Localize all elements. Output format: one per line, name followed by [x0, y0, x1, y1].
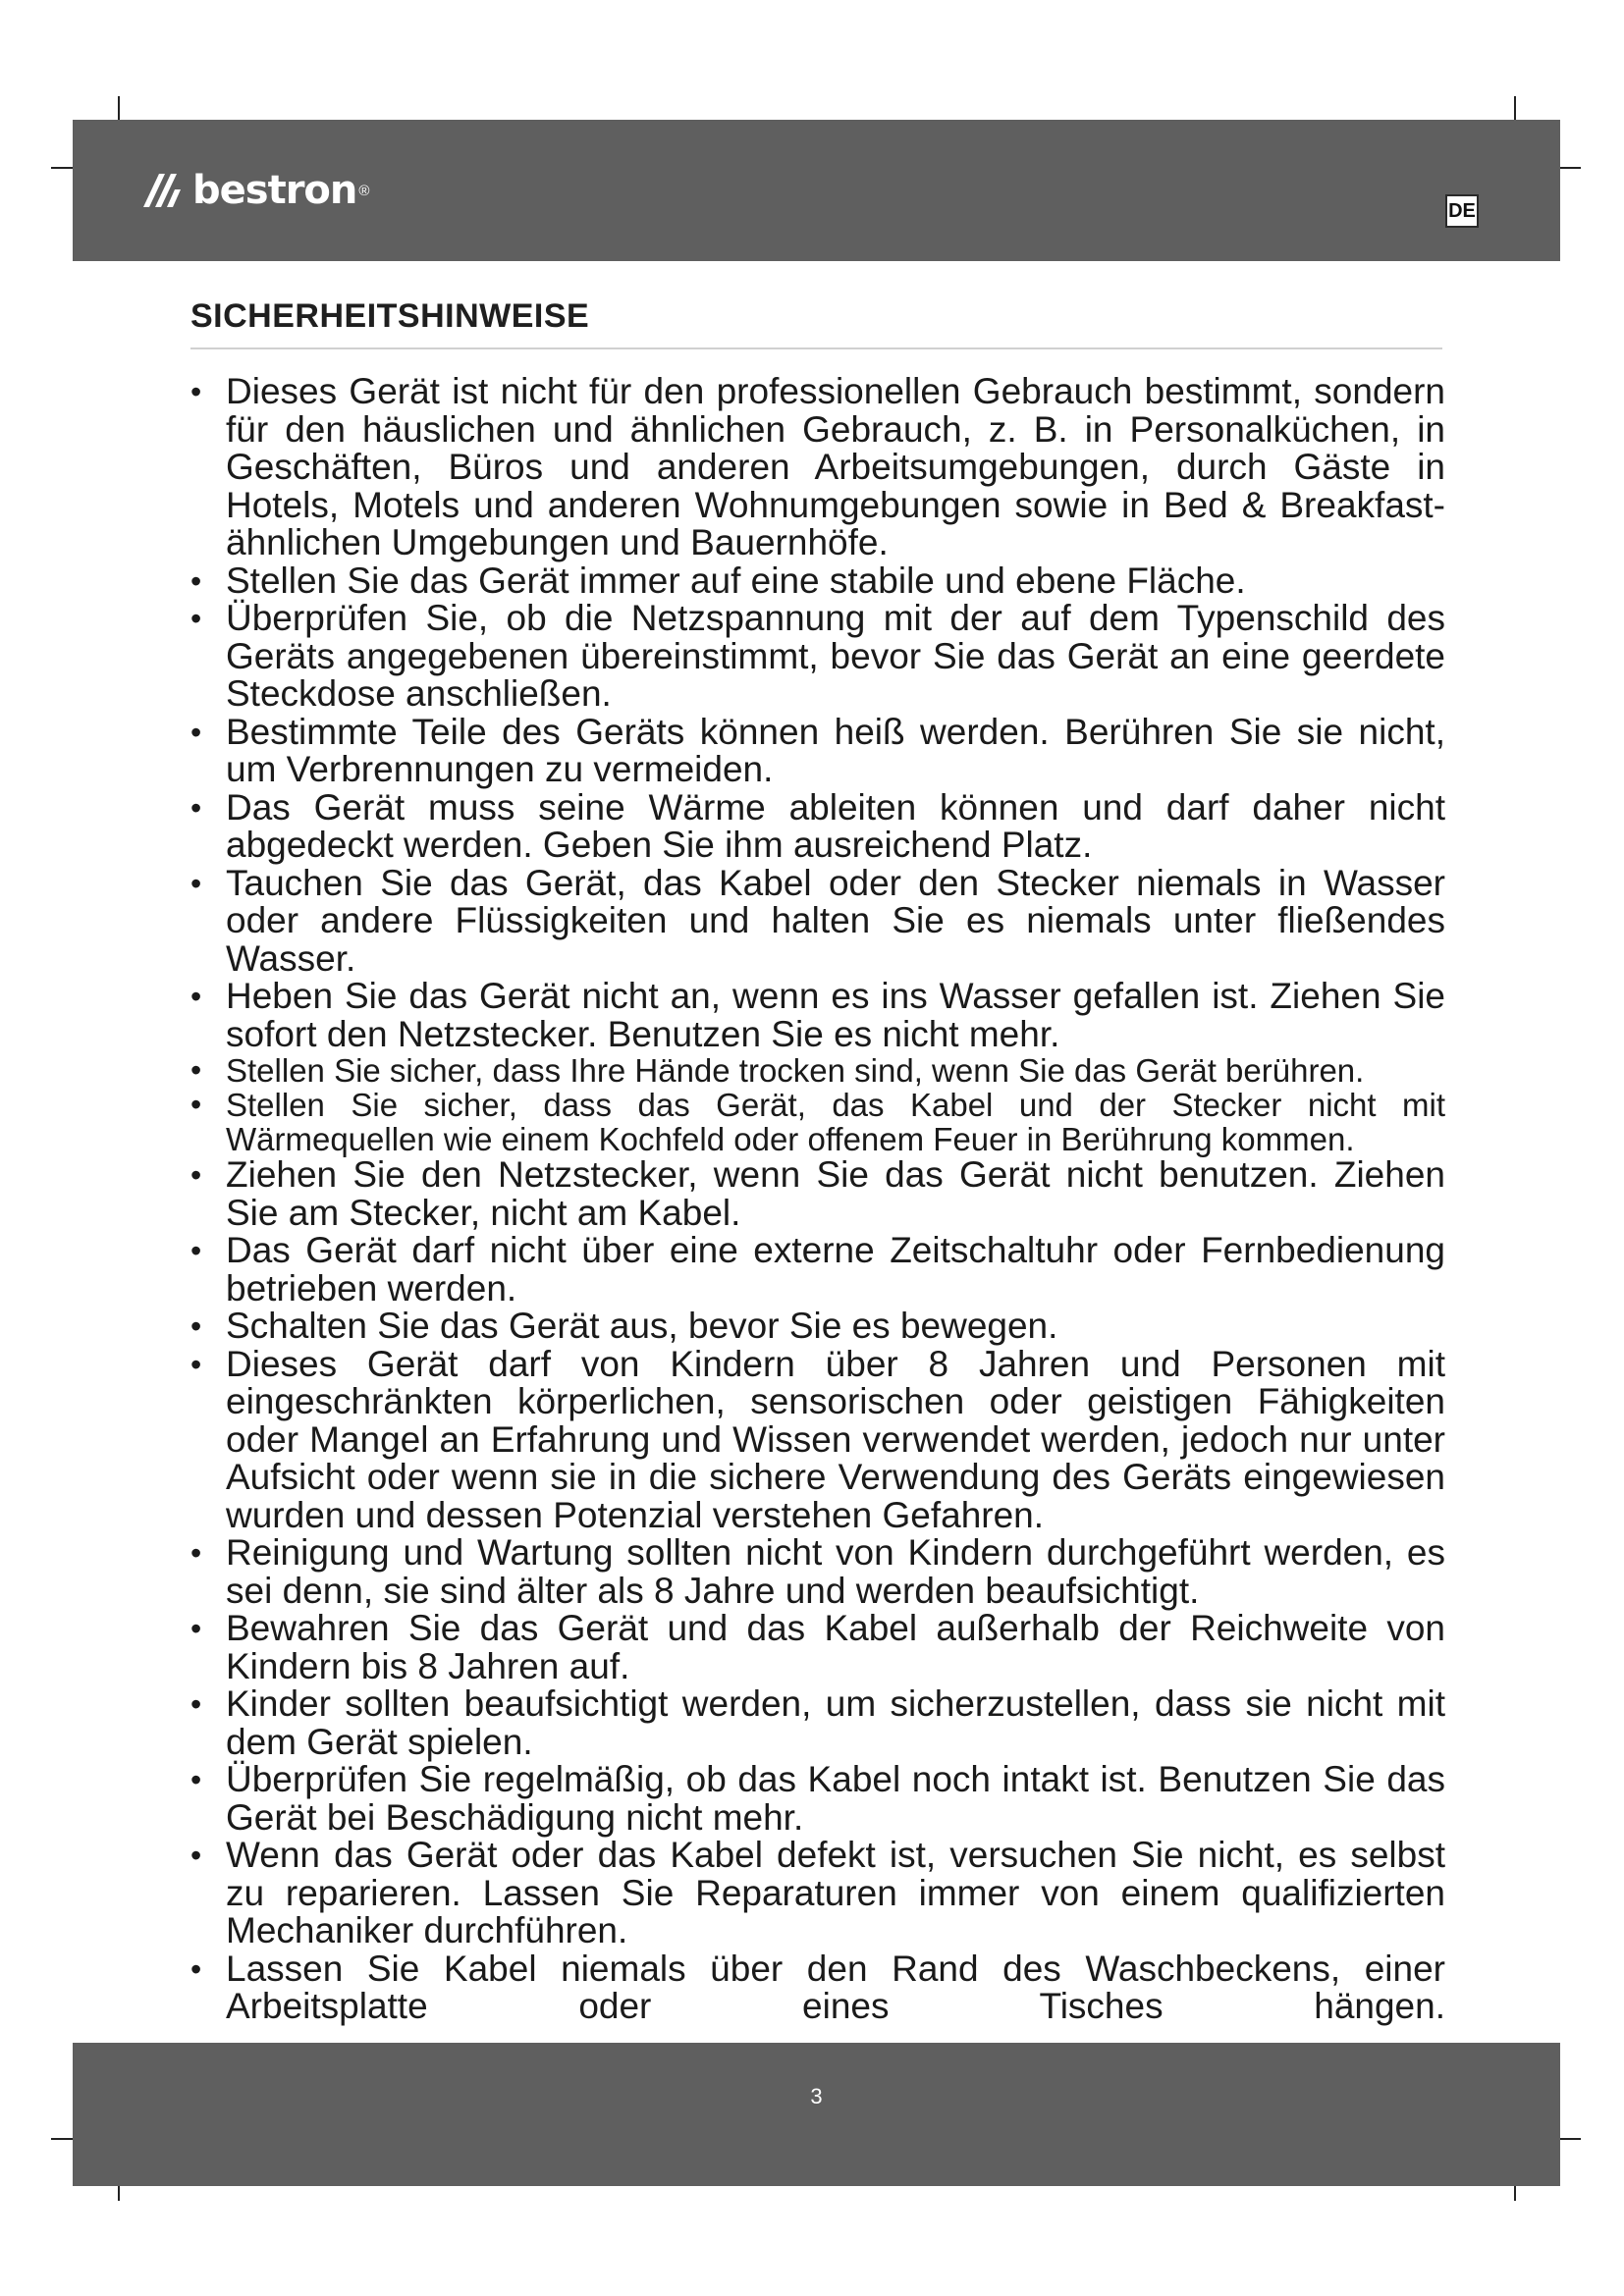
header-bar: [73, 120, 1560, 261]
list-item: [190, 1685, 1445, 1761]
bullet-symbol: •: [190, 865, 202, 901]
list-item: [190, 600, 1445, 714]
list-item-text: Ziehen Sie den Netzstecker, wenn Sie das Gerät nicht benutzen. Ziehen Sie am Stecker, nicht am Kabel.: [226, 1154, 1445, 1233]
list-item: [190, 978, 1445, 1053]
list-item-text: Heben Sie das Gerät nicht an, wenn es ins Wasser gefallen ist. Ziehen Sie sofort den Netzstecker. Benutzen Sie es nicht mehr.: [226, 976, 1445, 1054]
list-item: [190, 1088, 1445, 1156]
bullet-symbol: •: [190, 979, 202, 1014]
list-item: [190, 1761, 1445, 1837]
bullet-symbol: •: [190, 562, 202, 599]
brand-logo: [141, 168, 369, 213]
language-badge: DE: [1445, 194, 1479, 228]
list-item: [190, 1156, 1445, 1232]
list-item-text: Bestimmte Teile des Geräts können heiß werden. Berühren Sie sie nicht, um Verbrennungen zu vermeiden.: [226, 711, 1445, 789]
list-item-text: Lassen Sie Kabel niemals über den Rand des Waschbeckens, einer Arbeitsplatte oder eines Tisches hängen.: [226, 1948, 1445, 2026]
bullet-symbol: •: [190, 1611, 202, 1646]
bullet-symbol: •: [190, 1762, 202, 1797]
list-item: [190, 786, 1445, 865]
list-item: [190, 1053, 1445, 1088]
bullet-symbol: •: [190, 601, 202, 636]
registered-mark: ®: [358, 182, 370, 199]
list-item-text: Stellen Sie das Gerät immer auf eine stabile und ebene Fläche.: [226, 560, 1246, 601]
list-item-text: Wenn das Gerät oder das Kabel defekt ist, versuchen Sie nicht, es selbst zu reparieren. Lassen Sie Reparaturen immer von einem qualifizierten Mechaniker durchführen.: [226, 1835, 1445, 1950]
bullet-symbol: •: [190, 1233, 202, 1268]
bullet-symbol: •: [190, 714, 202, 750]
bullet-symbol: •: [190, 1157, 202, 1193]
list-item: [190, 862, 1445, 979]
section-title: SICHERHEITSHINWEISE: [190, 297, 590, 335]
list-item-text: Überprüfen Sie regelmäßig, ob das Kabel noch intakt ist. Benutzen Sie das Gerät bei Beschädigung nicht mehr.: [226, 1759, 1445, 1838]
list-item: [190, 1534, 1445, 1610]
bullet-symbol: •: [190, 1838, 202, 1873]
list-item: [190, 1610, 1445, 1685]
bullet-symbol: •: [190, 1308, 202, 1344]
list-item-text: Stellen Sie sicher, dass Ihre Hände trocken sind, wenn Sie das Gerät berühren.: [226, 1052, 1365, 1089]
safety-instructions-list: [190, 373, 1445, 2026]
list-item-text: Überprüfen Sie, ob die Netzspannung mit der auf dem Typenschild des Geräts angegebenen übereinstimmt, bevor Sie das Gerät an eine geerdete Steckdose anschließen.: [226, 598, 1445, 714]
list-item-text: Dieses Gerät ist nicht für den professionellen Gebrauch bestimmt, sondern für den häuslichen und ähnlichen Gebrauch, z. B. in Personalküchen, in Geschäften, Büros und anderen Arbeitsumgebungen, durch Gäste in Hotels, Motels und anderen Wohnumgebungen sowie in Bed & Breakfast-ähnlichen Umgebungen und Bauernhöfe.: [226, 371, 1445, 562]
bullet-symbol: •: [190, 1087, 202, 1122]
bullet-symbol: •: [190, 1950, 202, 1987]
list-item: [190, 373, 1445, 562]
bullet-symbol: •: [190, 1686, 202, 1722]
brand-name: bestron: [192, 168, 357, 213]
title-divider: [190, 347, 1442, 349]
list-item: [190, 1308, 1445, 1346]
list-item-text: Schalten Sie das Gerät aus, bevor Sie es bewegen.: [226, 1306, 1058, 1346]
list-item: [190, 1232, 1445, 1308]
bullet-symbol: •: [190, 374, 202, 409]
list-item-text: Tauchen Sie das Gerät, das Kabel oder den Stecker niemals in Wasser oder andere Flüssigkeiten und halten Sie es niemals unter fließendes Wasser.: [226, 862, 1445, 979]
list-item-text: Stellen Sie sicher, dass das Gerät, das Kabel und der Stecker nicht mit Wärmequellen wie einem Kochfeld oder offenem Feuer in Berührung kommen.: [226, 1087, 1445, 1157]
list-item-text: Bewahren Sie das Gerät und das Kabel außerhalb der Reichweite von Kindern bis 8 Jahren auf.: [226, 1608, 1445, 1686]
bullet-symbol: •: [190, 1052, 202, 1088]
bullet-symbol: •: [190, 1346, 202, 1382]
bullet-symbol: •: [190, 1535, 202, 1571]
list-item: [190, 1343, 1445, 1535]
list-item: [190, 1950, 1445, 2026]
footer-bar: [73, 2043, 1560, 2186]
list-item-text: Kinder sollten beaufsichtigt werden, um sicherzustellen, dass sie nicht mit dem Gerät spielen.: [226, 1683, 1445, 1762]
list-item: [190, 562, 1445, 601]
list-item: [190, 1837, 1445, 1950]
list-item: [190, 711, 1445, 789]
page-number: 3: [810, 2084, 823, 2109]
list-item-text: Dieses Gerät darf von Kindern über 8 Jahren und Personen mit eingeschränkten körperlichen, sensorischen oder geistigen Fähigkeiten oder Mangel an Erfahrung und Wissen verwendet werden, jedoch nur unter Aufsicht oder wenn sie in die sichere Verwendung des Geräts eingewiesen wurden und dessen Potenzial verstehen Gefahren.: [226, 1343, 1445, 1535]
list-item-text: Das Gerät darf nicht über eine externe Zeitschaltuhr oder Fernbedienung betrieben werden.: [226, 1230, 1445, 1308]
chevron-logo-icon: [141, 168, 187, 213]
list-item-text: Reinigung und Wartung sollten nicht von Kindern durchgeführt werden, es sei denn, sie sind älter als 8 Jahre und werden beaufsichtigt.: [226, 1532, 1445, 1611]
bullet-symbol: •: [190, 789, 202, 826]
list-item-text: Das Gerät muss seine Wärme ableiten können und darf daher nicht abgedeckt werden. Geben Sie ihm ausreichend Platz.: [226, 786, 1445, 865]
